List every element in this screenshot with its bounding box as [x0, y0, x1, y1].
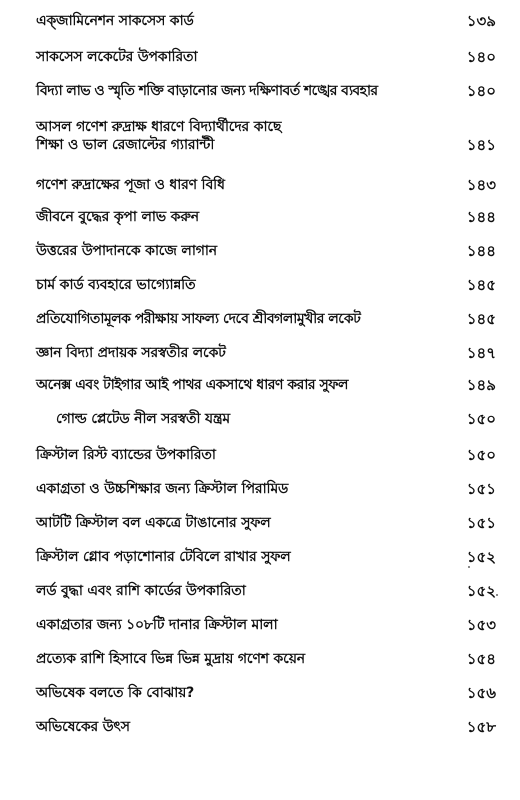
toc-entry-title: একাগ্রতার জন্য ১০৮টি দানার ক্রিস্টাল মালা — [36, 617, 278, 633]
print-speck — [468, 566, 470, 568]
toc-entry — [36, 446, 496, 464]
toc-entry — [36, 48, 496, 66]
toc-entry — [36, 718, 496, 736]
toc-entry-title: সাকসেস লকেটের উপকারিতা — [36, 49, 198, 65]
toc-entry-title: গোল্ড প্লেটেড নীল সরস্বতী যন্ত্রম — [56, 411, 230, 427]
toc-entry-title: উত্তরের উপাদানকে কাজে লাগান — [36, 243, 217, 259]
toc-entry-page: ১৪৫ — [466, 276, 496, 294]
toc-entry — [36, 650, 496, 668]
toc-entry — [56, 410, 496, 428]
toc-entry — [36, 616, 496, 634]
toc-entry — [36, 548, 496, 566]
toc-entry-page: ১৪০ — [466, 82, 496, 100]
toc-entry — [36, 276, 496, 294]
toc-entry — [36, 208, 496, 226]
toc-entry-page: ১৫৮ — [466, 718, 496, 736]
toc-entry-page: ১৪৫ — [466, 310, 496, 328]
toc-entry-page: ১৫২ — [466, 582, 496, 600]
toc-entry — [36, 480, 496, 498]
toc-entry-title: এক্জামিনেশন সাকসেস কার্ড — [36, 13, 194, 29]
toc-entry-page: ১৪০ — [466, 48, 496, 66]
toc-entry — [36, 118, 496, 154]
toc-entry — [36, 514, 496, 532]
toc-entry — [36, 344, 496, 362]
toc-entry-title: অভিষেকের উৎস — [36, 719, 130, 735]
toc-entry-page: ১৪৯ — [466, 376, 496, 394]
toc-entry-page: ১৪১ — [466, 136, 496, 154]
toc-entry-page: ১৫৪ — [466, 650, 496, 668]
toc-entry-title: আসল গণেশ রুদ্রাক্ষ ধারণে বিদ্যার্থীদের কাছে শিক্ষা ও ভাল রেজাল্টের গ্যারান্টী — [36, 119, 282, 153]
print-speck — [496, 594, 498, 596]
toc-entry-page: ১৪৩ — [466, 176, 496, 194]
toc-entry-title: জীবনে বুদ্ধের কৃপা লাভ করুন — [36, 209, 199, 225]
toc-entry-title: অনেক্স এবং টাইগার আই পাথর একসাথে ধারণ করার সুফল — [36, 377, 348, 393]
toc-entry-page: ১৫২ — [466, 548, 496, 566]
toc-entry — [36, 176, 496, 194]
toc-entry-title: একাগ্রতা ও উচ্চশিক্ষার জন্য ক্রিস্টাল পিরামিড — [36, 481, 289, 497]
toc-entry-title: গণেশ রুদ্রাক্ষের পূজা ও ধারণ বিধি — [36, 177, 225, 193]
toc-entry-title: লর্ড বুদ্ধা এবং রাশি কার্ডের উপকারিতা — [36, 583, 246, 599]
toc-entry-title: চার্ম কার্ড ব্যবহারে ভাগ্যোন্নতি — [36, 277, 196, 293]
toc-entry-page: ১৫৬ — [466, 684, 496, 702]
toc-entry — [36, 12, 496, 30]
toc-entry-title: অভিষেক বলতে কি বোঝায়? — [36, 685, 195, 701]
toc-entry-title: প্রত্যেক রাশি হিসাবে ভিন্ন ভিন্ন মুদ্রায় গণেশ কয়েন — [36, 651, 305, 667]
toc-entry-page: ১৪৪ — [466, 208, 496, 226]
toc-entry — [36, 242, 496, 260]
toc-entry — [36, 684, 496, 702]
toc-entry-page: ১৫১ — [466, 480, 496, 498]
toc-entry-page: ১৫১ — [466, 514, 496, 532]
toc-entry-page: ১৫০ — [466, 410, 496, 428]
toc-entry-title: প্রতিযোগিতামূলক পরীক্ষায় সাফল্য দেবে শ্রীবগলামুখীর লকেট — [36, 311, 361, 327]
toc-entry-page: ১৫০ — [466, 446, 496, 464]
toc-entry-title: ক্রিস্টাল রিস্ট ব্যান্ডের উপকারিতা — [36, 447, 216, 463]
toc-entry-title: আটটি ক্রিস্টাল বল একত্রে টাঙানোর সুফল — [36, 515, 271, 531]
toc-entry-page: ১৫৩ — [466, 616, 496, 634]
toc-entry-page: ১৪৭ — [466, 344, 496, 362]
toc-entry-page: ১৪৪ — [466, 242, 496, 260]
toc-entry — [36, 310, 496, 328]
toc-entry-title: জ্ঞান বিদ্যা প্রদায়ক সরস্বতীর লকেট — [36, 345, 226, 361]
toc-entry — [36, 582, 496, 600]
toc-entry-page: ১৩৯ — [466, 12, 496, 30]
toc-entry-title: বিদ্যা লাভ ও স্মৃতি শক্তি বাড়ানোর জন্য দক্ষিণাবর্ত শঙ্খের ব্যবহার — [36, 83, 378, 99]
toc-entry — [36, 82, 496, 100]
toc-entry — [36, 376, 496, 394]
toc-entry-title: ক্রিস্টাল গ্লোব পড়াশোনার টেবিলে রাখার সুফল — [36, 549, 291, 565]
